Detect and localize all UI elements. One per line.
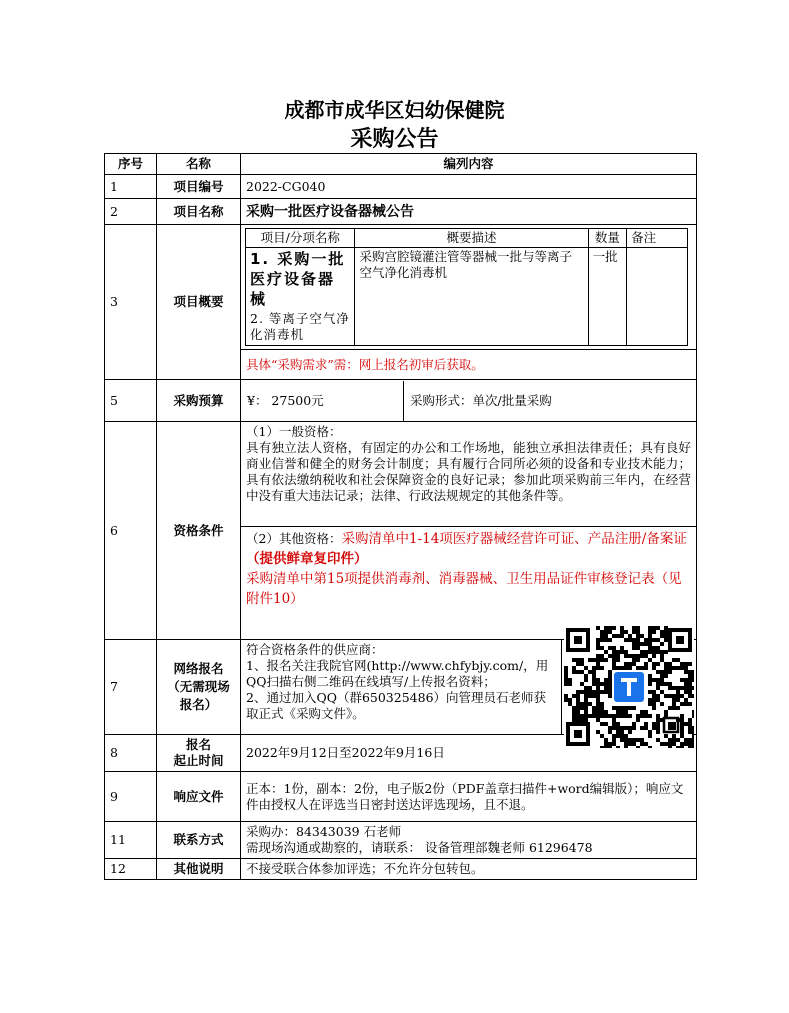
row-label-line2: （无需现场 <box>167 679 230 694</box>
page-title: 采购公告 <box>350 127 439 152</box>
item-2: 2. 等离子空气净化消毒机 <box>250 311 350 342</box>
item-note <box>627 248 688 346</box>
row-no: 3 <box>105 225 157 380</box>
other-title: （2）其他资格： <box>246 531 342 546</box>
contact-info <box>241 822 697 859</box>
row-label-line1: 网络报名 <box>173 661 224 676</box>
project-name: 采购一批医疗设备器械公告 <box>241 199 697 225</box>
contact-line2: 需现场沟通或勘察的，请联系： 设备管理部魏老师 61296478 <box>246 840 593 855</box>
row-no: 8 <box>105 735 157 772</box>
col-header-no: 序号 <box>105 154 157 175</box>
table-row <box>105 380 697 422</box>
row-no: 5 <box>105 380 157 422</box>
announcement-table <box>104 153 697 880</box>
row-label-line3: 报名） <box>179 697 218 712</box>
row-no: 6 <box>105 422 157 640</box>
other-requirement-2: 采购清单中第15项提供消毒剂、消毒器械、卫生用品证件审核登记表（见附件10） <box>246 571 682 607</box>
qr-code-icon[interactable] <box>564 626 694 748</box>
table-row <box>105 822 697 859</box>
registration-line2: 1、报名关注我院官网(http://www.chfybjy.com/，用QQ扫描右侧二维码在线填写/上传报名资料； <box>246 658 549 689</box>
row-no: 1 <box>105 175 157 199</box>
budget-amount: ¥： 27500元 <box>241 381 404 421</box>
inner-header-note: 备注 <box>627 229 688 248</box>
row-no: 12 <box>105 859 157 880</box>
hospital-name: 成都市成华区妇幼保健院 <box>284 98 505 122</box>
row-label: 响应文件 <box>157 772 241 822</box>
table-row <box>105 199 697 225</box>
row-label: 资格条件 <box>157 422 241 640</box>
other-qualification <box>241 527 697 640</box>
registration-text <box>241 640 562 734</box>
demand-note: 具体“采购需求”需：网上报名初审后获取。 <box>241 350 697 380</box>
col-header-name: 名称 <box>157 154 241 175</box>
table-row <box>105 640 697 735</box>
qr-code-cell[interactable] <box>562 640 696 734</box>
registration-line3: 2、通过加入QQ（群650325486）向管理员石老师获取正式《采购文件》。 <box>246 690 547 721</box>
table-row <box>105 422 697 527</box>
row-no: 7 <box>105 640 157 735</box>
inner-header-item: 项目/分项名称 <box>246 229 355 248</box>
budget-cell <box>241 380 697 422</box>
general-title: （1）一般资格： <box>246 424 342 439</box>
registration-cell <box>241 640 697 735</box>
item-names <box>246 248 355 346</box>
registration-period: 2022年9月12日至2022年9月16日 <box>241 735 697 772</box>
general-text: 具有独立法人资格，有固定的办公和工作场地，能独立承担法律责任；具有良好商业信誉和健全的财务会计制度；具有履行合同所必须的设备和专业技术能力；具有依法缴纳税收和社会保障资金的良好记录；参加此项采购前三年内，在经营中没有重大违法记录；法律、行政法规规定的其他条件等。 <box>246 440 691 503</box>
other-requirement: 采购清单中1-14项医疗器械经营许可证、产品注册/备案证 <box>341 531 687 547</box>
item-description: 采购宫腔镜灌注管等器械一批与等离子空气净化消毒机 <box>355 248 588 346</box>
contact-line1: 采购办：84343039 石老师 <box>246 824 402 839</box>
table-row <box>105 859 697 880</box>
project-overview <box>241 225 697 350</box>
col-header-content: 编列内容 <box>241 154 697 175</box>
project-number: 2022-CG040 <box>241 175 697 199</box>
table-row <box>105 175 697 199</box>
other-notes: 不接受联合体参加评选；不允许分包转包。 <box>241 859 697 880</box>
table-row <box>105 772 697 822</box>
header-row <box>105 154 697 175</box>
item-1: 1. 采购一批医疗设备器械 <box>250 250 346 308</box>
row-label: 其他说明 <box>157 859 241 880</box>
row-label: 项目编号 <box>157 175 241 199</box>
inner-header-desc: 概要描述 <box>355 229 588 248</box>
row-label <box>157 735 241 772</box>
row-label-line2: 起止时间 <box>173 753 224 768</box>
row-label: 采购预算 <box>157 380 241 422</box>
overview-inner-table <box>245 228 688 346</box>
row-no: 9 <box>105 772 157 822</box>
row-no: 2 <box>105 199 157 225</box>
table-row <box>105 225 697 350</box>
row-label: 项目名称 <box>157 199 241 225</box>
other-requirement-bold: （提供鲜章复印件） <box>246 551 368 567</box>
general-qualification <box>241 422 697 527</box>
item-quantity: 一批 <box>588 248 627 346</box>
registration-line1: 符合资格条件的供应商： <box>246 642 384 657</box>
inner-header-qty: 数量 <box>588 229 627 248</box>
purchase-form: 采购形式：单次/批量采购 <box>410 392 552 408</box>
row-label-line1: 报名 <box>185 737 211 752</box>
row-no: 11 <box>105 822 157 859</box>
row-label: 项目概要 <box>157 225 241 380</box>
response-documents: 正本：1份，副本：2份，电子版2份（PDF盖章扫描件+word编辑版）；响应文件由授权人在评选当日密封送达评选现场，且不退。 <box>241 772 697 822</box>
row-label: 联系方式 <box>157 822 241 859</box>
row-label <box>157 640 241 735</box>
